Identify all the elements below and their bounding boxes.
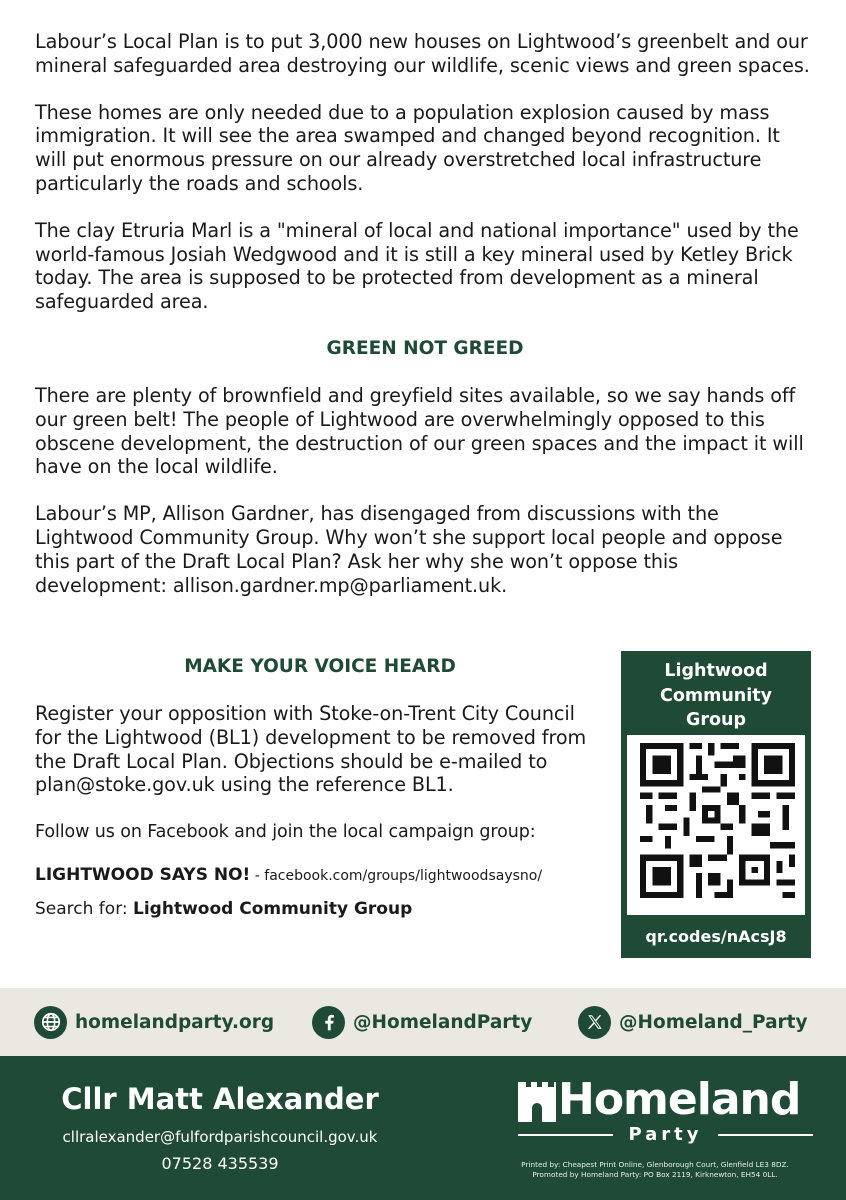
logo-word: Homeland — [558, 1074, 801, 1125]
logo-line-right — [718, 1134, 813, 1136]
search-value: Lightwood Community Group — [133, 898, 413, 919]
castle-icon — [518, 1076, 556, 1122]
search-label: Search for: — [35, 898, 134, 919]
heading-green-not-greed: GREEN NOT GREED — [326, 337, 524, 359]
councillor-name: Cllr Matt Alexander — [61, 1082, 379, 1116]
social-bar — [0, 988, 846, 1056]
paragraph-register: Register your opposition with Stoke-on-Trent City Council for the Lightwood (BL1) development to be removed from the Draft Local Plan. Objections should be e-mailed to plan@stoke.gov.uk using the reference BL1. — [35, 702, 587, 797]
facebook-label: @HomelandParty — [353, 1011, 533, 1033]
imprint — [500, 1160, 810, 1180]
paragraph-follow: Follow us on Facebook and join the local campaign group: — [35, 822, 536, 843]
social-x[interactable] — [578, 1005, 808, 1039]
qr-code-icon — [640, 743, 795, 898]
lsn-url[interactable]: - facebook.com/groups/lightwoodsaysno/ — [250, 867, 543, 884]
imprint-printed: Printed by: Cheapest Print Online, Glenborough Court, Glenfield LE3 8DZ. — [521, 1160, 789, 1169]
search-line — [35, 899, 605, 919]
globe-icon — [34, 1006, 67, 1039]
qr-code-panel[interactable] — [627, 735, 805, 915]
qr-box — [621, 651, 811, 958]
councillor-phone[interactable]: 07528 435539 — [161, 1154, 279, 1173]
lightwood-says-no-line — [35, 865, 605, 885]
social-facebook[interactable] — [312, 1005, 532, 1039]
paragraph-brownfield: There are plenty of brownfield and greyfield sites available, so we say hands off our green belt! The people of Lightwood are overwhelmingly opposed to this obscene development, the destruction of our green spaces and the impact it will have on the local wildlife. — [35, 383, 804, 479]
x-logo-icon — [578, 1006, 611, 1039]
qr-url[interactable]: qr.codes/nAcsJ8 — [645, 927, 787, 946]
homeland-party-logo — [518, 1074, 813, 1154]
voice-section — [35, 655, 605, 919]
x-label: @Homeland_Party — [619, 1011, 808, 1033]
paragraph-etruria-marl: The clay Etruria Marl is a "mineral of local and national importance" used by the world-famous Josiah Wedgwood and it is still a key mineral used by Ketley Brick today. The area is supposed to be protected from development as a mineral safeguarded area. — [35, 218, 799, 314]
lsn-title: LIGHTWOOD SAYS NO! — [35, 864, 251, 885]
logo-party: Party — [628, 1124, 703, 1145]
paragraph-immigration: These homes are only needed due to a population explosion caused by mass immigration. It will see the area swamped and changed beyond recognition. It will put enormous pressure on our already overstretched local infrastructure particularly the roads and schools. — [35, 100, 780, 195]
paragraph-local-plan: Labour’s Local Plan is to put 3,000 new houses on Lightwood’s greenbelt and our mineral safeguarded area destroying our wildlife, scenic views and green spaces. — [35, 30, 810, 77]
social-website[interactable] — [34, 1005, 274, 1039]
heading-make-your-voice-heard: MAKE YOUR VOICE HEARD — [184, 656, 456, 677]
facebook-icon — [312, 1006, 345, 1039]
imprint-promoted: Promoted by Homeland Party: PO Box 2119, Kirknewton, EH54 0LL. — [532, 1170, 778, 1179]
qr-title: Lightwood Community Group — [659, 661, 773, 730]
councillor-email[interactable]: cllralexander@fulfordparishcouncil.gov.uk — [62, 1128, 378, 1146]
website-label: homelandparty.org — [75, 1011, 275, 1033]
main-content — [35, 30, 815, 620]
paragraph-mp: Labour’s MP, Allison Gardner, has disengaged from discussions with the Lightwood Community Group. Why won’t she support local people and oppose this part of the Draft Local Plan? Ask her why she won’t oppose this development: allison.gardner.mp@parliament.uk. — [35, 502, 783, 597]
footer — [0, 1056, 846, 1200]
